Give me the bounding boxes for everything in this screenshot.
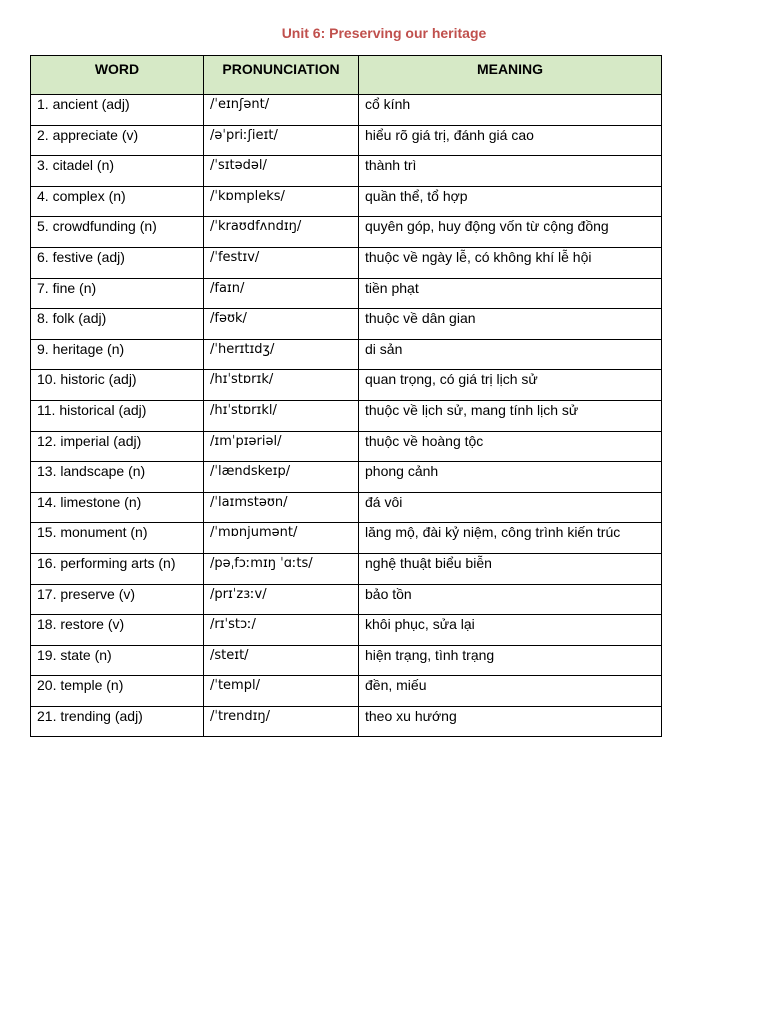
meaning-cell: quần thể, tổ hợp (359, 186, 662, 217)
pronunciation-cell: /ˈmɒnjumənt/ (204, 523, 359, 554)
table-row (31, 309, 662, 340)
meaning-cell: di sản (359, 339, 662, 370)
word-cell: 1. ancient (adj) (31, 95, 204, 126)
meaning-cell: thuộc về lịch sử, mang tính lịch sử (359, 400, 662, 431)
meaning-cell: phong cảnh (359, 462, 662, 493)
pronunciation-cell: /hɪˈstɒrɪk/ (204, 370, 359, 401)
meaning-cell: đền, miếu (359, 676, 662, 707)
table-row (31, 462, 662, 493)
pronunciation-cell: /ˈlaɪmstəʊn/ (204, 492, 359, 523)
table-row (31, 339, 662, 370)
word-cell: 9. heritage (n) (31, 339, 204, 370)
meaning-cell: thành trì (359, 156, 662, 187)
meaning-cell: thuộc về hoàng tộc (359, 431, 662, 462)
word-cell: 3. citadel (n) (31, 156, 204, 187)
word-cell: 4. complex (n) (31, 186, 204, 217)
pronunciation-cell: /fəʊk/ (204, 309, 359, 340)
meaning-cell: lăng mộ, đài kỷ niệm, công trình kiến trúc (359, 523, 662, 554)
pronunciation-cell: /pəˌfɔːmɪŋ ˈɑːts/ (204, 553, 359, 584)
word-cell: 16. performing arts (n) (31, 553, 204, 584)
table-row (31, 95, 662, 126)
table-row (31, 584, 662, 615)
header-meaning: MEANING (359, 56, 662, 95)
pronunciation-cell: /əˈpriːʃieɪt/ (204, 125, 359, 156)
meaning-cell: đá vôi (359, 492, 662, 523)
pronunciation-cell: /ˈfestɪv/ (204, 247, 359, 278)
word-cell: 17. preserve (v) (31, 584, 204, 615)
table-row (31, 615, 662, 646)
meaning-cell: quyên góp, huy động vốn từ cộng đồng (359, 217, 662, 248)
meaning-cell: nghệ thuật biểu biễn (359, 553, 662, 584)
pronunciation-cell: /ˈeɪnʃənt/ (204, 95, 359, 126)
pronunciation-cell: /ˈherɪtɪdʒ/ (204, 339, 359, 370)
pronunciation-cell: /ˈsɪtədəl/ (204, 156, 359, 187)
meaning-cell: thuộc về dân gian (359, 309, 662, 340)
pronunciation-cell: /ɪmˈpɪəriəl/ (204, 431, 359, 462)
word-cell: 7. fine (n) (31, 278, 204, 309)
table-row (31, 125, 662, 156)
header-word: WORD (31, 56, 204, 95)
table-row (31, 492, 662, 523)
word-cell: 13. landscape (n) (31, 462, 204, 493)
word-cell: 8. folk (adj) (31, 309, 204, 340)
meaning-cell: hiện trạng, tình trạng (359, 645, 662, 676)
meaning-cell: thuộc về ngày lễ, có không khí lễ hội (359, 247, 662, 278)
word-cell: 21. trending (adj) (31, 706, 204, 737)
table-row (31, 400, 662, 431)
table-row (31, 676, 662, 707)
meaning-cell: tiền phạt (359, 278, 662, 309)
word-cell: 12. imperial (adj) (31, 431, 204, 462)
pronunciation-cell: /steɪt/ (204, 645, 359, 676)
table-row (31, 431, 662, 462)
meaning-cell: khôi phục, sửa lại (359, 615, 662, 646)
table-row (31, 247, 662, 278)
pronunciation-cell: /ˈtempl/ (204, 676, 359, 707)
word-cell: 6. festive (adj) (31, 247, 204, 278)
pronunciation-cell: /faɪn/ (204, 278, 359, 309)
page-title: Unit 6: Preserving our heritage (281, 25, 487, 41)
word-cell: 11. historical (adj) (31, 400, 204, 431)
word-cell: 2. appreciate (v) (31, 125, 204, 156)
table-row (31, 370, 662, 401)
pronunciation-cell: /hɪˈstɒrɪkl/ (204, 400, 359, 431)
pronunciation-cell: /ˈkɒmpleks/ (204, 186, 359, 217)
table-row (31, 523, 662, 554)
meaning-cell: quan trọng, có giá trị lịch sử (359, 370, 662, 401)
pronunciation-cell: /prɪˈzɜːv/ (204, 584, 359, 615)
pronunciation-cell: /ˈtrendɪŋ/ (204, 706, 359, 737)
table-row (31, 706, 662, 737)
table-row (31, 553, 662, 584)
header-pronunciation: PRONUNCIATION (204, 56, 359, 95)
table-row (31, 156, 662, 187)
table-row (31, 278, 662, 309)
word-cell: 10. historic (adj) (31, 370, 204, 401)
table-row (31, 217, 662, 248)
word-cell: 18. restore (v) (31, 615, 204, 646)
table-header-row (31, 56, 662, 95)
pronunciation-cell: /rɪˈstɔː/ (204, 615, 359, 646)
word-cell: 14. limestone (n) (31, 492, 204, 523)
table-row (31, 186, 662, 217)
word-cell: 20. temple (n) (31, 676, 204, 707)
meaning-cell: theo xu hướng (359, 706, 662, 737)
meaning-cell: hiểu rõ giá trị, đánh giá cao (359, 125, 662, 156)
word-cell: 15. monument (n) (31, 523, 204, 554)
meaning-cell: cổ kính (359, 95, 662, 126)
word-cell: 19. state (n) (31, 645, 204, 676)
pronunciation-cell: /ˈlændskeɪp/ (204, 462, 359, 493)
pronunciation-cell: /ˈkraʊdfʌndɪŋ/ (204, 217, 359, 248)
meaning-cell: bảo tồn (359, 584, 662, 615)
vocabulary-table (30, 55, 662, 737)
word-cell: 5. crowdfunding (n) (31, 217, 204, 248)
table-row (31, 645, 662, 676)
